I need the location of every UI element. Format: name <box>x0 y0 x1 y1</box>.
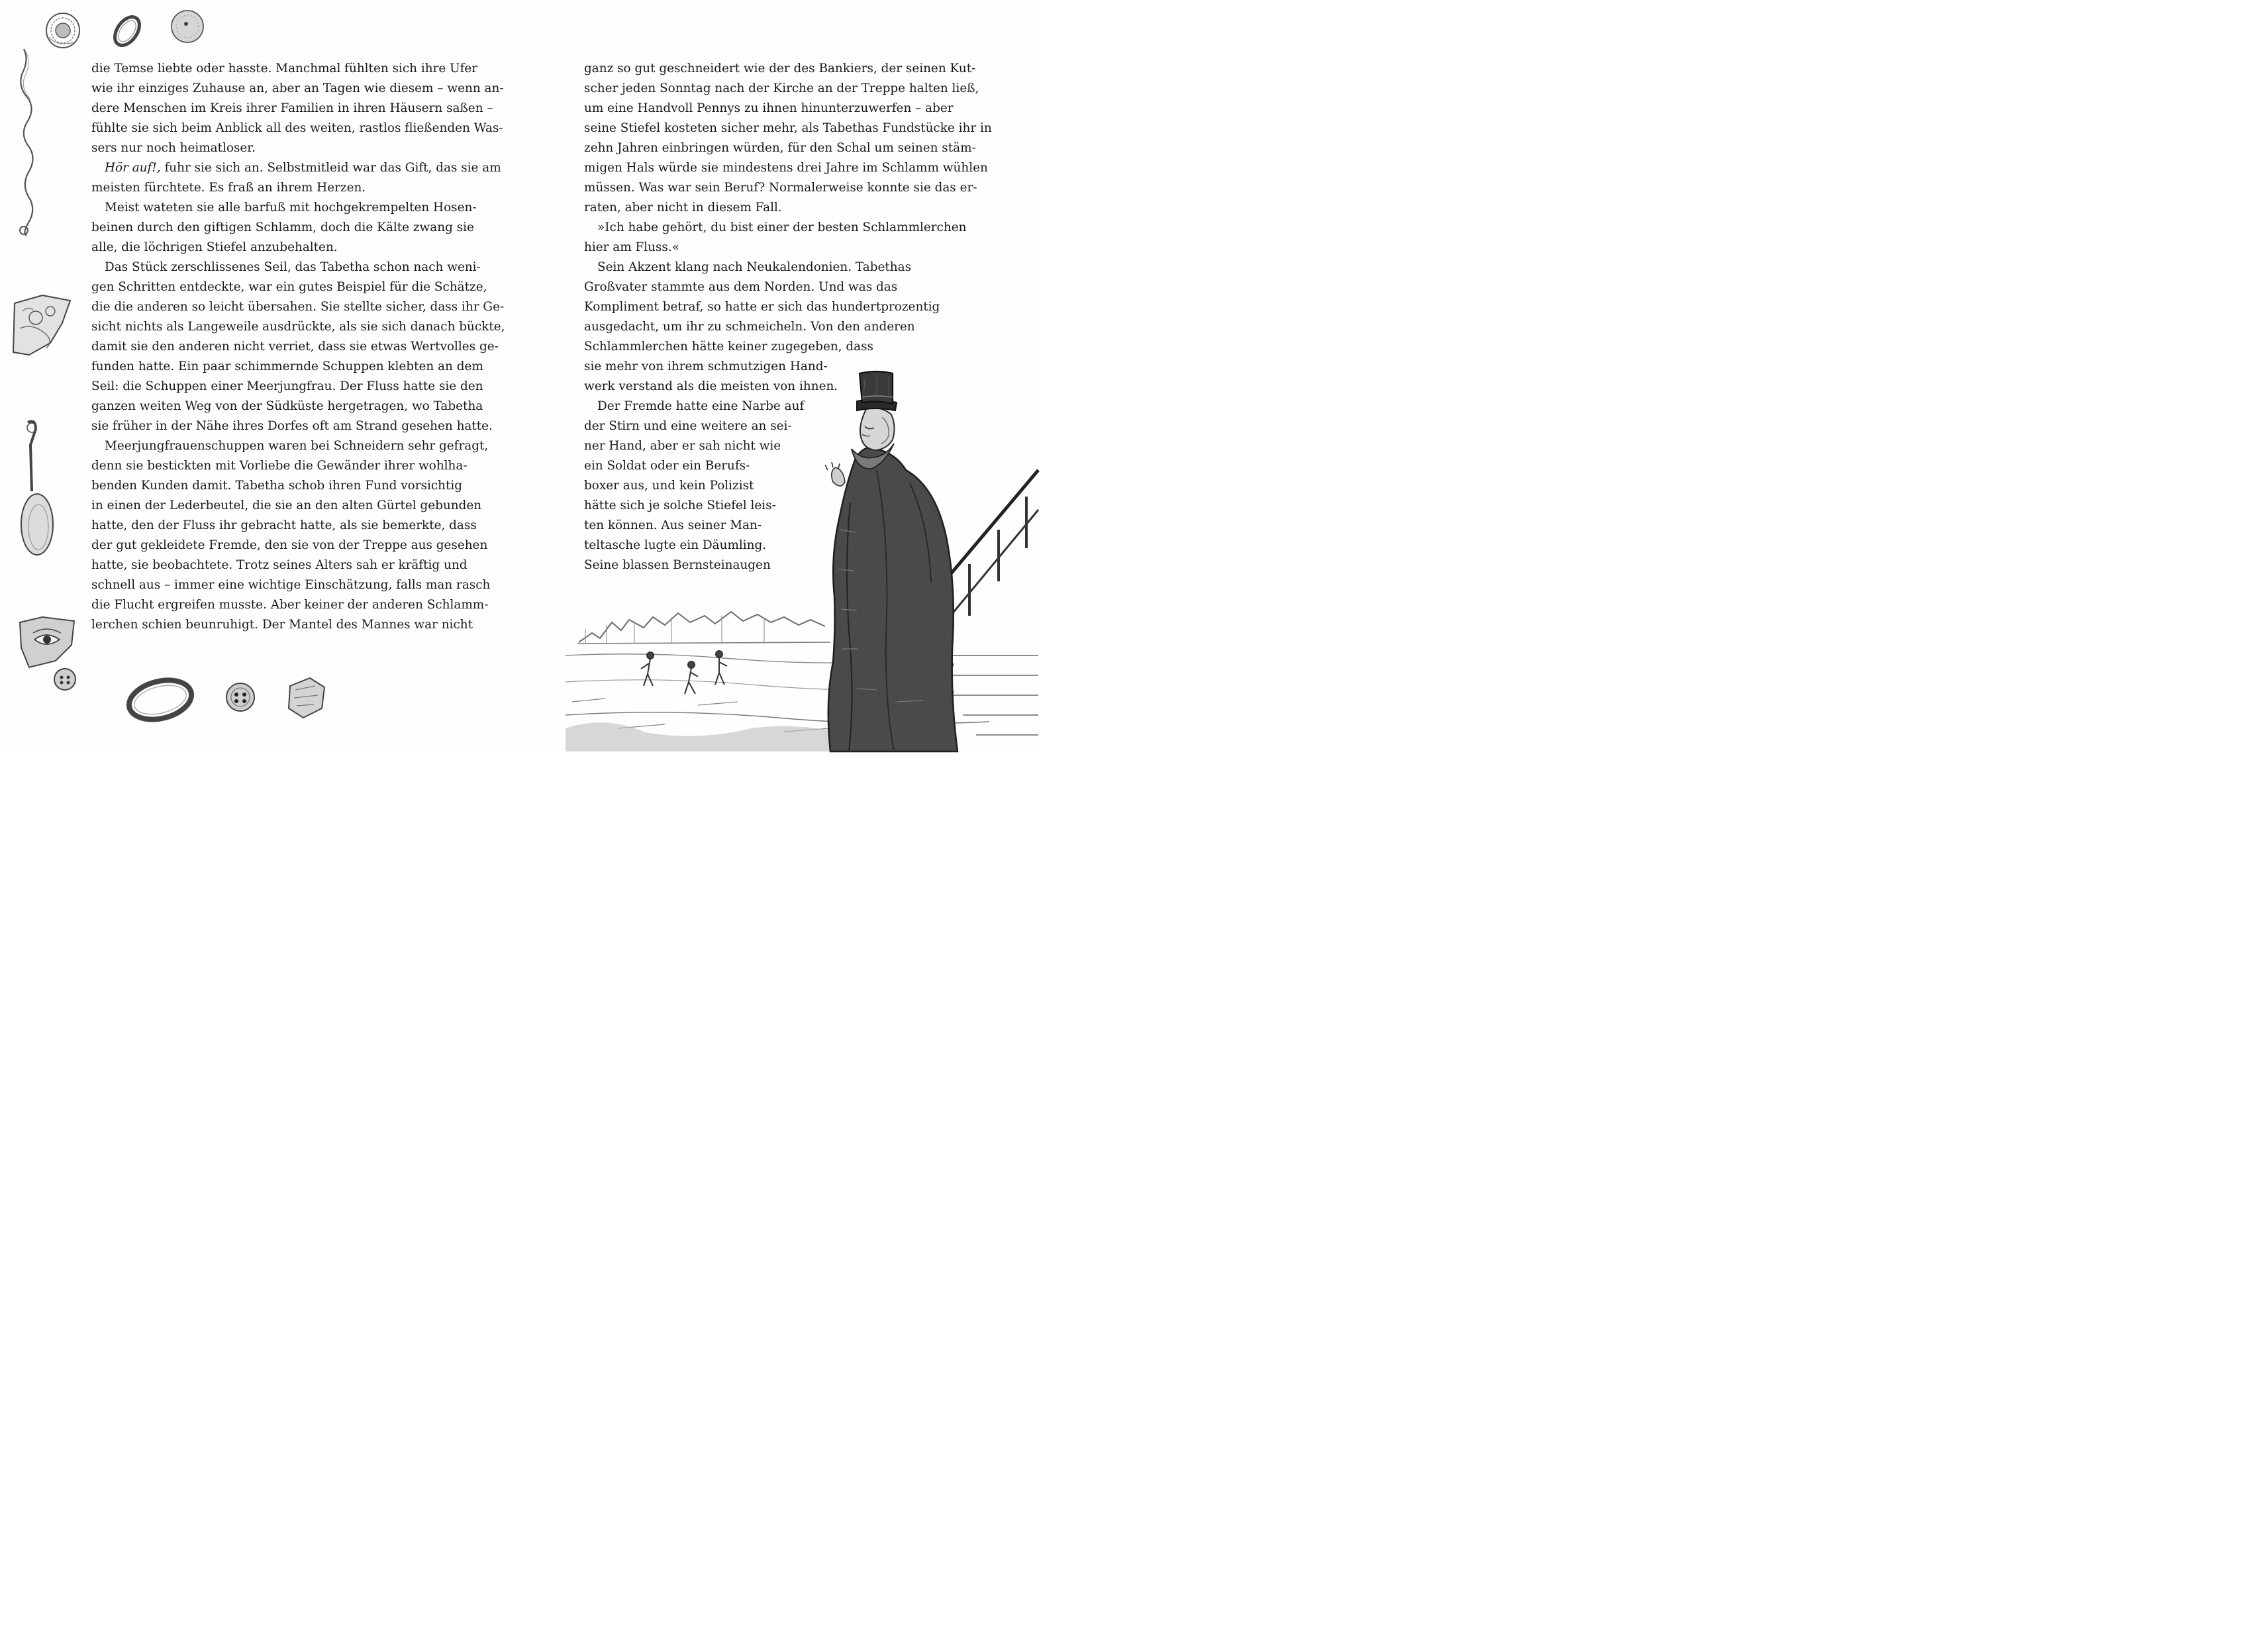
text-line: Großvater stammte aus dem Norden. Und was das <box>584 280 898 294</box>
text-line: ganzen weiten Weg von der Südküste hergetragen, wo Tabetha <box>91 399 483 413</box>
text-line: hier am Fluss.« <box>584 240 679 254</box>
text-line: die die anderen so leicht übersahen. Sie stellte sicher, dass ihr Ge- <box>91 300 505 314</box>
coin-sketch <box>44 11 82 50</box>
text-line: funden hatte. Ein paar schimmernde Schuppen klebten an dem <box>91 360 483 373</box>
text-line: ner Hand, aber er sah nicht wie <box>584 439 781 453</box>
spoon-sketch <box>13 418 62 559</box>
text-line: Sein Akzent klang nach Neukalendonien. Tabethas <box>597 260 912 274</box>
button-sketch <box>224 681 257 714</box>
text-line: »Ich habe gehört, du bist einer der besten Schlammlerchen <box>597 220 967 234</box>
small-button-sketch <box>52 666 78 693</box>
text-line: lerchen schien beunruhigt. Der Mantel des Mannes war nicht <box>91 618 473 632</box>
emphasis: Hör auf!, <box>105 161 161 175</box>
text-line: raten, aber nicht in diesem Fall. <box>584 201 782 215</box>
chain-sketch <box>16 46 42 238</box>
porcelain-shard-sketch <box>9 291 75 358</box>
text-line: der Stirn und eine weitere an sei- <box>584 419 792 433</box>
text-line: um eine Handvoll Pennys zu ihnen hinunterzuwerfen – aber <box>584 101 954 115</box>
text-line: Schlammlerchen hätte keiner zugegeben, dass <box>584 340 873 354</box>
text-line: zehn Jahren einbringen würden, für den Schal um seinen stäm- <box>584 141 976 155</box>
text-line: Hör auf!, fuhr sie sich an. Selbstmitleid war das Gift, das sie am <box>105 161 501 175</box>
text-line: Seil: die Schuppen einer Meerjungfrau. Der Fluss hatte sie den <box>91 379 483 393</box>
book-spread <box>0 0 1038 751</box>
text-line: hätte sich je solche Stiefel leis- <box>584 499 776 512</box>
text-line: fühlte sie sich beim Anblick all des weiten, rastlos fließenden Was- <box>91 121 503 135</box>
eye-shard-sketch <box>16 614 78 673</box>
shard-sketch <box>283 674 330 722</box>
bottom-ring-sketch <box>123 673 197 727</box>
text-line: hatte, sie beobachtete. Trotz seines Alters sah er kräftig und <box>91 558 468 572</box>
text-line: sie früher in der Nähe ihres Dorfes oft am Strand gesehen hatte. <box>91 419 493 433</box>
text-line: schnell aus – immer eine wichtige Einschätzung, falls man rasch <box>91 578 491 592</box>
text-line: ein Soldat oder ein Berufs- <box>584 459 750 473</box>
text-line: teltasche lugte ein Däumling. <box>584 538 767 552</box>
text-line: hatte, den der Fluss ihr gebracht hatte, als sie bemerkte, dass <box>91 518 477 532</box>
text-line: die Temse liebte oder hasste. Manchmal fühlten sich ihre Ufer <box>91 62 478 75</box>
text-line: der gut gekleidete Fremde, den sie von der Treppe aus gesehen <box>91 538 488 552</box>
text-line: denn sie bestickten mit Vorliebe die Gewänder ihrer wohlha- <box>91 459 468 473</box>
text-line: Kompliment betraf, so hatte er sich das hundertprozentig <box>584 300 940 314</box>
text-line: beinen durch den giftigen Schlamm, doch die Kälte zwang sie <box>91 220 474 234</box>
text-line: ausgedacht, um ihr zu schmeicheln. Von den anderen <box>584 320 915 334</box>
text-line: scher jeden Sonntag nach der Kirche an der Treppe halten ließ, <box>584 81 979 95</box>
text-line: alle, die löchrigen Stiefel anzubehalten. <box>91 240 338 254</box>
text-line: ten können. Aus seiner Man- <box>584 518 762 532</box>
text-line: Das Stück zerschlissenes Seil, das Tabetha schon nach weni- <box>105 260 481 274</box>
text-line: meisten fürchtete. Es fraß an ihrem Herzen. <box>91 181 366 195</box>
right-page-text <box>584 59 992 582</box>
text-line: sers nur noch heimatloser. <box>91 141 256 155</box>
text-line: migen Hals würde sie mindestens drei Jahre im Schlamm wühlen <box>584 161 988 175</box>
text-line: boxer aus, und kein Polizist <box>584 479 754 493</box>
text-line: seine Stiefel kosteten sicher mehr, als Tabethas Fundstücke ihr in <box>584 121 992 135</box>
text-line: die Flucht ergreifen musste. Aber keiner der anderen Schlamm- <box>91 598 489 612</box>
left-page-text <box>91 59 505 642</box>
text-line: Meist wateten sie alle barfuß mit hochgekrempelten Hosen- <box>105 201 477 215</box>
text-line: sie mehr von ihrem schmutzigen Hand- <box>584 360 828 373</box>
text-line: werk verstand als die meisten von ihnen. <box>584 379 838 393</box>
text-line: wie ihr einziges Zuhause an, aber an Tagen wie diesem – wenn an- <box>91 81 504 95</box>
text-line: sicht nichts als Langeweile ausdrückte, als sie sich danach bückte, <box>91 320 505 334</box>
text-line: Meerjungfrauenschuppen waren bei Schneidern sehr gefragt, <box>105 439 489 453</box>
text-line: müssen. Was war sein Beruf? Normalerweise konnte sie das er- <box>584 181 977 195</box>
text-line: damit sie den anderen nicht verriet, dass sie etwas Wertvolles ge- <box>91 340 499 354</box>
left-page <box>0 0 519 751</box>
text-line: in einen der Lederbeutel, die sie an den alten Gürtel gebunden <box>91 499 482 512</box>
text-line: Seine blassen Bernsteinaugen <box>584 558 771 572</box>
text-line: benden Kunden damit. Tabetha schob ihren Fund vorsichtig <box>91 479 463 493</box>
bead-sketch <box>168 7 207 45</box>
text-line: dere Menschen im Kreis ihrer Familien in ihren Häusern saßen – <box>91 101 493 115</box>
text-line: ganz so gut geschneidert wie der des Bankiers, der seinen Kut- <box>584 62 976 75</box>
text-line: Der Fremde hatte eine Narbe auf <box>597 399 805 413</box>
text-line: gen Schritten entdeckte, war ein gutes Beispiel für die Schätze, <box>91 280 487 294</box>
ring-sketch <box>109 13 146 49</box>
right-page <box>519 0 1038 751</box>
